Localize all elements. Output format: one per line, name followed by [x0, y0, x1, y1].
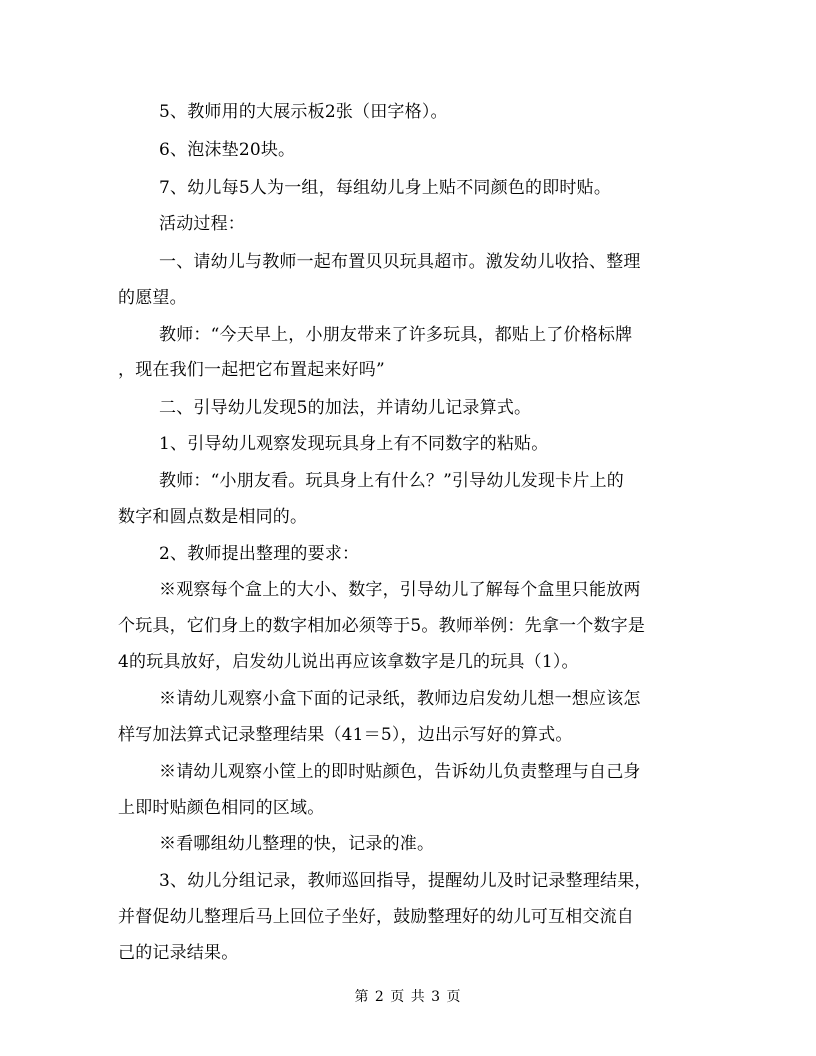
text-line: 己的记录结果。 [118, 943, 239, 963]
page-number-footer: 第 2 页 共 3 页 [354, 989, 462, 1005]
text-line: ※请幼儿观察小盒下面的记录纸，教师边启发幼儿想一想应该怎 [159, 689, 641, 709]
text-line: ※观察每个盒上的大小、数字，引导幼儿了解每个盒里只能放两 [159, 580, 641, 600]
text-line: 的愿望。 [118, 288, 187, 308]
text-line: 上即时贴颜色相同的区域。 [118, 798, 325, 818]
text-line: ※看哪组幼儿整理的快，记录的准。 [159, 834, 435, 854]
text-line: 样写加法算式记录整理结果（41＝5），边出示写好的算式。 [118, 725, 573, 745]
text-line: 数字和圆点数是相同的。 [118, 507, 308, 527]
text-line: 教师：“今天早上，小朋友带来了许多玩具，都贴上了价格标牌 [159, 325, 633, 345]
text-line: 个玩具，它们身上的数字相加必须等于5。教师举例：先拿一个数字是 [118, 616, 646, 636]
text-line: 4的玩具放好，启发幼儿说出再应该拿数字是几的玩具（1）。 [118, 652, 579, 672]
text-line: 教师：“小朋友看。玩具身上有什么？”引导幼儿发现卡片上的 [159, 471, 624, 491]
text-line: 3、幼儿分组记录，教师巡回指导，提醒幼儿及时记录整理结果， [159, 871, 652, 891]
text-line: 并督促幼儿整理后马上回位子坐好，鼓励整理好的幼儿可互相交流自 [118, 907, 634, 927]
text-line: 5、教师用的大展示板2张（田字格）。 [159, 102, 448, 122]
text-line: 1、引导幼儿观察发现玩具身上有不同数字的粘贴。 [159, 434, 549, 454]
text-line: 二、引导幼儿发现5的加法，并请幼儿记录算式。 [159, 398, 532, 418]
text-line: 一、请幼儿与教师一起布置贝贝玩具超市。激发幼儿收拾、整理 [159, 252, 641, 272]
text-line: 2、教师提出整理的要求： [159, 544, 360, 564]
text-line: 7、幼儿每5人为一组，每组幼儿身上贴不同颜色的即时贴。 [159, 178, 612, 198]
section-heading: 活动过程： [159, 214, 245, 234]
text-line: 6、泡沫垫20块。 [159, 140, 296, 160]
text-line: ，现在我们一起把它布置起来好吗” [118, 360, 385, 380]
text-line: ※请幼儿观察小筐上的即时贴颜色，告诉幼儿负责整理与自己身 [159, 762, 641, 782]
